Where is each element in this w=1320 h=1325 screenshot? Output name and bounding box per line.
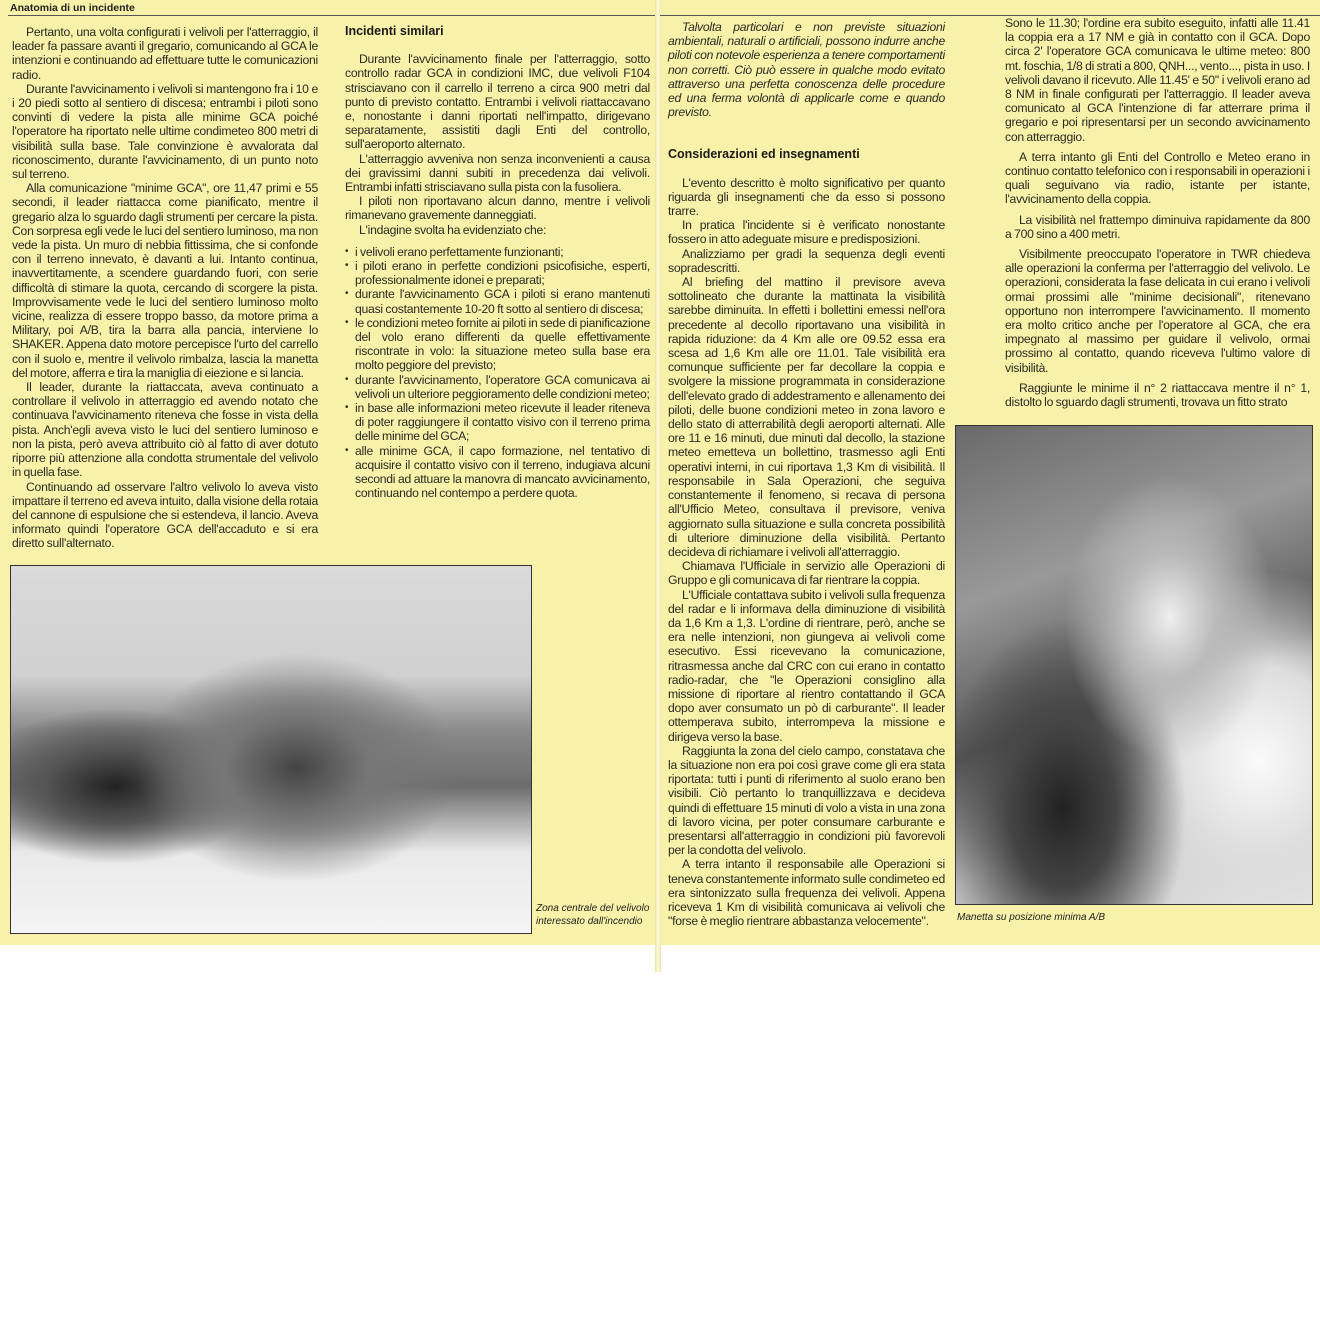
paragraph: Raggiunte le minime il n° 2 riattaccava mentre il n° 1, distolto lo sguardo dagli strumenti, trovava un fitto strato bbox=[1005, 380, 1310, 410]
list-item: • in base alle informazioni meteo ricevute il leader riteneva di poter raggiungere il contatto visivo con il terreno prima delle minime del GCA; bbox=[345, 401, 650, 444]
paragraph: L'atterraggio avveniva non senza inconvenienti a causa dei gravissimi danni subiti in precedenza dai velivoli. Entrambi infatti strisciavano sulla pista con la fusoliera. bbox=[345, 151, 650, 195]
paragraph: L'indagine svolta ha evidenziato che: bbox=[359, 222, 547, 237]
paragraph: Sono le 11.30; l'ordine era subito eseguito, infatti alle 11.41 la coppia era a 17 NM e già in contatto con il GCA. Dopo circa 2' l'operatore GCA comunicava le ultime meteo: 800 mt. foschia, 1/8 di strati a 800, QNH..., vento..., pista in uso. I velivoli davano il ricevuto. Alle 11.45' e 50'' i velivoli erano ad 8 NM in finale configurati per l'atterraggio. Il leader aveva comunicato al GCA l'intenzione di far atterrare prima il gregario e poi ripresentarsi per un secondo avvicinamento con atterraggio. bbox=[1005, 16, 1310, 144]
findings-list bbox=[345, 245, 650, 501]
cockpit-throttle-photo bbox=[955, 425, 1313, 905]
list-item: • durante l'avvicinamento, l'operatore GCA comunicava ai velivoli un ulteriore peggioramento delle condizioni meteo; bbox=[345, 373, 650, 401]
list-item: • i velivoli erano perfettamente funzionanti; bbox=[345, 245, 650, 259]
paragraph: Durante l'avvicinamento finale per l'atterraggio, sotto controllo radar GCA in condizioni IMC, due velivoli F104 strisciavano con il carrello il terreno a circa 900 metri dal punto di previsto contatto. Entrambi i velivoli riattaccavano e, nonostante i danni riportati nell'impatto, dirigevano separatamente, assistiti dagli Enti del controllo, sull'aeroporto alternato. bbox=[345, 52, 650, 152]
photo-caption: Zona centrale del velivolo interessato dall'incendio bbox=[536, 903, 650, 927]
paragraph: La visibilità nel frattempo diminuiva rapidamente da 800 a 700 sino a 400 metri. bbox=[1005, 212, 1310, 241]
left-page bbox=[0, 0, 656, 945]
list-item: • i piloti erano in perfette condizioni psicofisiche, esperti, professionalmente idonei e preparati; bbox=[345, 259, 650, 287]
column-3 bbox=[668, 20, 985, 1325]
paragraph: I piloti non riportavano alcun danno, mentre i velivoli rimanevano gravemente danneggiati. bbox=[345, 194, 650, 223]
list-item: • alle minime GCA, il capo formazione, nel tentativo di acquisire il contatto visivo con il terreno, indugiava alcuni secondi ad attuare la manovra di mancato avvicinamento, continuando nel contempo a perdere quota. bbox=[345, 444, 650, 501]
paragraph: Pertanto, una volta configurati i velivoli per l'atterraggio, il leader fa passare avanti il gregario, comunicando al GCA le intenzioni e continuando ad effettuare tutte le comunicazioni radio. bbox=[12, 25, 318, 82]
paragraph: Visibilmente preoccupato l'operatore in TWR chiedeva alle operazioni la conferma per l'atterraggio del velivolo. Le operazioni, considerata la fase delicata in cui erano i velivoli ormai prossimi alle "minime decisionali", ritenevano opportuno non interrompere l'avvicinamento. Il momento era molto critico anche per l'operatore al GCA, che era impegnato al massimo per guidare il velivolo, ormai prossimo al contatto, quando riceveva l'ultimo valore di visibilità. bbox=[1005, 247, 1310, 375]
paragraph: Al briefing del mattino il previsore aveva sottolineato che durante la mattinata la visibilità sarebbe diminuita. In effetti i bollettini emessi nell'ora precedente al decollo riportavano una visibilità in rapida riduzione: da 4 Km alle ore 09.52 essa era scesa ad 1,6 Km alle ore 11.01. Tale visibilità era comunque sufficiente per far decollare la coppia e svolgere la missione programmata in considerazione dell'elevato grado di addestramento e allenamento dei piloti, delle buone condizioni meteo in zona lavoro e dello stato di atterrabilità degli aeroporti alternati. Alle ore 11 e 16 minuti, due minuti dal decollo, la stazione meteo emetteva un bollettino, trasmesso agli Enti operativi interni, in cui riportava 1,3 Km di visibilità. Il responsabile in Sala Operazioni, che seguiva constantemente il fenomeno, si recava di persona all'Ufficio Meteo, consultava il previsore, veniva aggiornato sulla situazione e sulla concreta possibilità di ulteriore diminuzione della visibilità. Pertanto decideva di richiamare i velivoli all'atterraggio. bbox=[668, 275, 945, 559]
running-head: Anatomia di un incidente bbox=[10, 2, 135, 14]
intro-paragraph: Talvolta particolari e non previste situazioni ambientali, naturali o artificiali, possono indurre anche piloti con notevole esperienza a tenere comportamenti non corretti. Ciò può essere in qualche modo evitato attraverso una perfetta conoscenza delle procedure ed una ferma volontà di applicarle come e quando previsto. bbox=[668, 20, 945, 120]
list-item: • durante l'avvicinamento GCA i piloti si erano mantenuti quasi costantemente 10-20 ft sotto al sentiero di discesa; bbox=[345, 287, 650, 315]
paragraph: Alla comunicazione "minime GCA", ore 11,47 primi e 55 secondi, il leader riattacca come pianificato, mentre il gregario alza lo sguardo dagli strumenti per cercare la pista. Con sorpresa egli vede le luci del sentiero luminoso, ma non vede la pista. Un muro di nebbia fittissima, che si confonde con il terreno innevato, è davanti a lui. Intanto continua, inavvertitamente, a scendere guardando fuori, con serie difficoltà di stimare la quota, cercando di scorgere la pista. Improvvisamente vede le luci del sentiero luminoso molto vicine, realizza di essere troppo basso, da motore prima a Military, poi A/B, tira la barra alla pancia, interviene lo SHAKER. Appena dato motore percepisce l'urto del carrello con il suolo e, mentre il velivolo rimbalza, lascia la manetta del motore, afferra e tira la maniglia di eiezione e si lancia. bbox=[12, 181, 318, 380]
column-4 bbox=[1005, 16, 1310, 409]
list-item: • le condizioni meteo fornite ai piloti in sede di pianificazione del volo erano differenti da quelle effettivamente riscontrate in volo: la situazione meteo sulla base era molto peggiore del previsto; bbox=[345, 316, 650, 373]
paragraph: In pratica l'incidente si è verificato nonostante fossero in atto adeguate misure e predisposizioni. bbox=[668, 218, 945, 247]
header-rule bbox=[8, 15, 656, 16]
paragraph: A terra intanto gli Enti del Controllo e Meteo erano in continuo contatto telefonico con i responsabili in operazioni i quali seguivano via radio, istante per istante, l'avvicinamento della coppia. bbox=[1005, 149, 1310, 207]
paragraph: Analizziamo per gradi la sequenza degli eventi sopradescritti. bbox=[668, 246, 945, 275]
wreckage-photo bbox=[10, 565, 532, 934]
paragraph: Raggiunta la zona del cielo campo, constatava che la situazione non era poi così grave come gli era stata riportata: tutti i punti di riferimento al suolo erano ben visibili. Ciò pertanto lo tranquillizzava e decideva quindi di effettuare 15 minuti di volo a vista in una zona di lavoro vicina, per poter consumare carburante e presentarsi all'atterraggio in condizioni più favorevoli per la condotta del velivolo. bbox=[668, 743, 945, 858]
paragraph: L'Ufficiale contattava subito i velivoli sulla frequenza del radar e li informava della diminuzione di visibilità da 1,6 Km a 1,3. L'ordine di rientrare, però, anche se era nelle intenzioni, non giungeva ai velivoli come esecutivo. Essi ricevevano la comunicazione, ritrasmessa anche dal CRC con cui erano in contatto radio-radar, che "le Operazioni consiglino alla missione di riportare al rientro contattando il GCA dopo aver consumato un pò di carburante". Il leader ottemperava subito, interrompeva la missione e dirigeva verso la base. bbox=[668, 587, 945, 744]
paragraph: Chiamava l'Ufficiale in servizio alle Operazioni di Gruppo e gli comunicava di far rientrare la coppia. bbox=[668, 559, 945, 588]
column-2 bbox=[345, 24, 650, 501]
paragraph: Il leader, durante la riattaccata, aveva continuato a controllare il velivolo in atterraggio ed avendo notato che continuava l'avvicinamento riteneva che fosse in vista della pista. Anch'egli aveva visto le luci del sentiero luminoso e non la pista, però aveva attribuito ciò al fatto di aver dotuto riporre più attenzione alla condotta strumentale del velivolo in quella fase. bbox=[12, 380, 318, 480]
paragraph: Durante l'avvicinamento i velivoli si mantengono fra i 10 e i 20 piedi sotto al sentiero di discesa; entrambi i piloti sono convinti di vedere la pista alle minime GCA poiché l'operatore ha riportato nelle ultime condimeteo 800 metri di visibilità sulla base. Tale convinzione è avvalorata dal riconoscimento, durante l'avvicinamento, di un punto noto sul terreno. bbox=[12, 81, 318, 182]
paragraph: A terra intanto il responsabile alle Operazioni si teneva constantemente informato sulle condimeteo ed era sintonizzato sulla frequenza dei velivoli. Appena riceveva 1 Km di visibilità comunicava ai velivoli che "forse è meglio rientrare abbastanza velocemente". bbox=[668, 857, 945, 929]
section-heading: Considerazioni ed insegnamenti bbox=[668, 147, 860, 162]
paragraph: Continuando ad osservare l'altro velivolo lo aveva visto impattare il terreno ed aveva intuito, dalla visione della rotaia del cannone di espulsione che si estendeva, il lancio. Aveva informato quindi l'operatore GCA dell'accaduto e si era diretto sull'alternato. bbox=[12, 479, 318, 551]
paragraph: L'evento descritto è molto significativo per quanto riguarda gli insegnamenti che da esso si possono trarre. bbox=[668, 175, 945, 219]
section-heading: Incidenti similari bbox=[345, 24, 444, 38]
column-1 bbox=[12, 25, 318, 551]
photo-caption: Manetta su posizione minima A/B bbox=[957, 912, 1106, 923]
